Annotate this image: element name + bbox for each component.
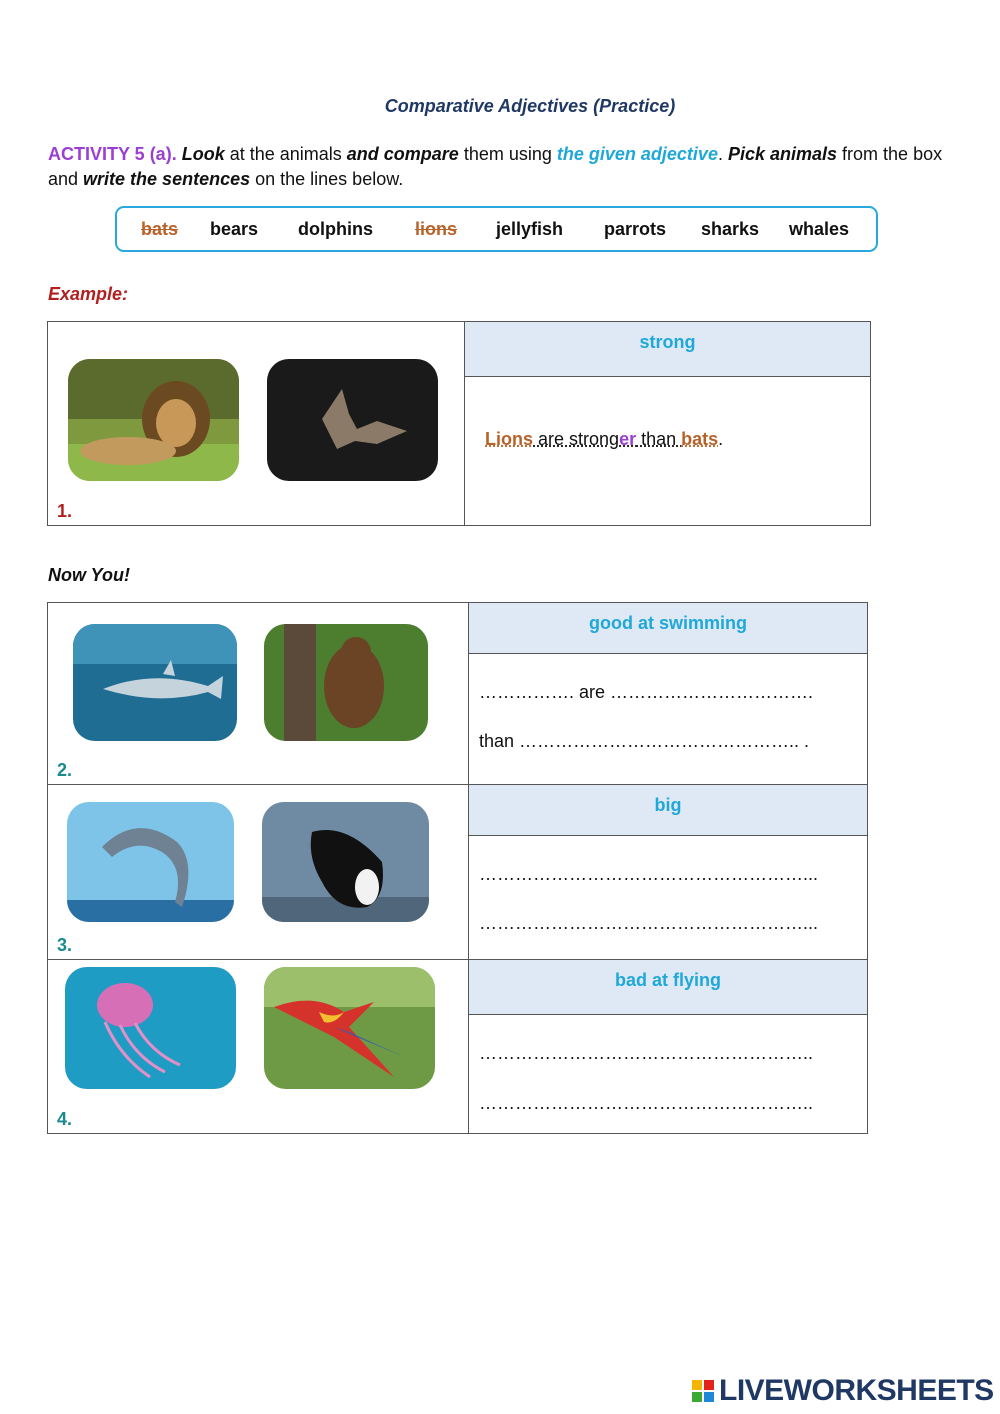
- word-sharks: sharks: [701, 219, 760, 239]
- logo-mark-icon: [692, 1380, 714, 1402]
- row-3-number: 3.: [57, 935, 73, 955]
- whale-image: [262, 802, 429, 922]
- instr-text-4: from the box and: [48, 144, 943, 189]
- instr-text-2: them using: [458, 144, 557, 164]
- instr-text-1: at the animals: [224, 144, 347, 164]
- example-table: [47, 321, 871, 526]
- parrot-image: [264, 967, 435, 1089]
- word-jellyfish: jellyfish: [496, 219, 564, 239]
- word-bats: bats: [141, 219, 179, 239]
- instr-pick-animals: Pick animals: [727, 144, 838, 164]
- example-period: .: [718, 429, 724, 449]
- row-4-line-1[interactable]: ………………………………………………..: [479, 1043, 814, 1063]
- instr-text-3: .: [717, 144, 728, 164]
- example-answer-cell: [465, 377, 871, 526]
- row-4-number: 4.: [57, 1109, 73, 1129]
- example-animal-2: bats: [681, 429, 719, 449]
- example-word-are: are: [533, 429, 570, 449]
- word-dolphins: dolphins: [298, 219, 373, 239]
- example-answer: [485, 429, 723, 450]
- logo-text: LIVEWORKSHEETS: [719, 1374, 994, 1407]
- row-2-line-2[interactable]: than ……………………………………….. .: [479, 731, 810, 751]
- activity-label: ACTIVITY 5 (a).: [48, 144, 177, 164]
- example-word-than: than: [636, 429, 682, 449]
- row-3-line-1[interactable]: ………………………………………………...: [479, 864, 819, 884]
- example-adjective-stem: strong: [569, 429, 620, 449]
- example-pictures: [48, 322, 465, 526]
- bear-image: [264, 624, 428, 741]
- example-label: Example:: [48, 284, 129, 304]
- word-whales: whales: [789, 219, 850, 239]
- row-4-pictures: [48, 960, 469, 1134]
- animal-word-box: [115, 206, 878, 252]
- row-2-pictures: [48, 603, 469, 785]
- instr-given-adjective: the given adjective: [556, 144, 718, 164]
- row-3-line-2[interactable]: ………………………………………………...: [479, 913, 819, 933]
- word-bears: bears: [210, 219, 259, 239]
- example-number: 1.: [57, 501, 73, 521]
- row-2-answer-cell[interactable]: [469, 654, 868, 785]
- row-4-line-2[interactable]: ………………………………………………..: [479, 1093, 814, 1113]
- instr-write-sentences: write the sentences: [83, 169, 251, 189]
- lion-image: [68, 359, 239, 481]
- instr-look: Look: [181, 144, 225, 164]
- example-adjective: strong: [465, 322, 871, 377]
- example-animal-1: Lions: [485, 429, 533, 449]
- instr-text-5: on the lines below.: [250, 169, 404, 189]
- row-3-adjective: big: [469, 785, 868, 836]
- page-title: Comparative Adjectives (Practice): [384, 96, 676, 116]
- row-4-answer-cell[interactable]: [469, 1015, 868, 1134]
- jellyfish-image: [65, 967, 236, 1089]
- row-3-pictures: [48, 785, 469, 960]
- liveworksheets-logo: [692, 1374, 994, 1408]
- row-2-number: 2.: [57, 760, 73, 780]
- row-2-line-1[interactable]: ……………. are …………………………….: [479, 682, 814, 702]
- word-lions: lions: [415, 219, 458, 239]
- example-suffix-er: er: [619, 429, 637, 449]
- practice-table: [47, 602, 868, 1134]
- word-parrots: parrots: [604, 219, 667, 239]
- bat-image: [267, 359, 438, 481]
- row-4-adjective: bad at flying: [469, 960, 868, 1015]
- activity-instructions: [48, 142, 948, 192]
- shark-image: [73, 624, 237, 741]
- row-3-answer-cell[interactable]: [469, 836, 868, 960]
- instr-compare: and compare: [346, 144, 459, 164]
- row-2-adjective: good at swimming: [469, 603, 868, 654]
- now-you-label: Now You!: [48, 565, 130, 585]
- dolphin-image: [67, 802, 234, 922]
